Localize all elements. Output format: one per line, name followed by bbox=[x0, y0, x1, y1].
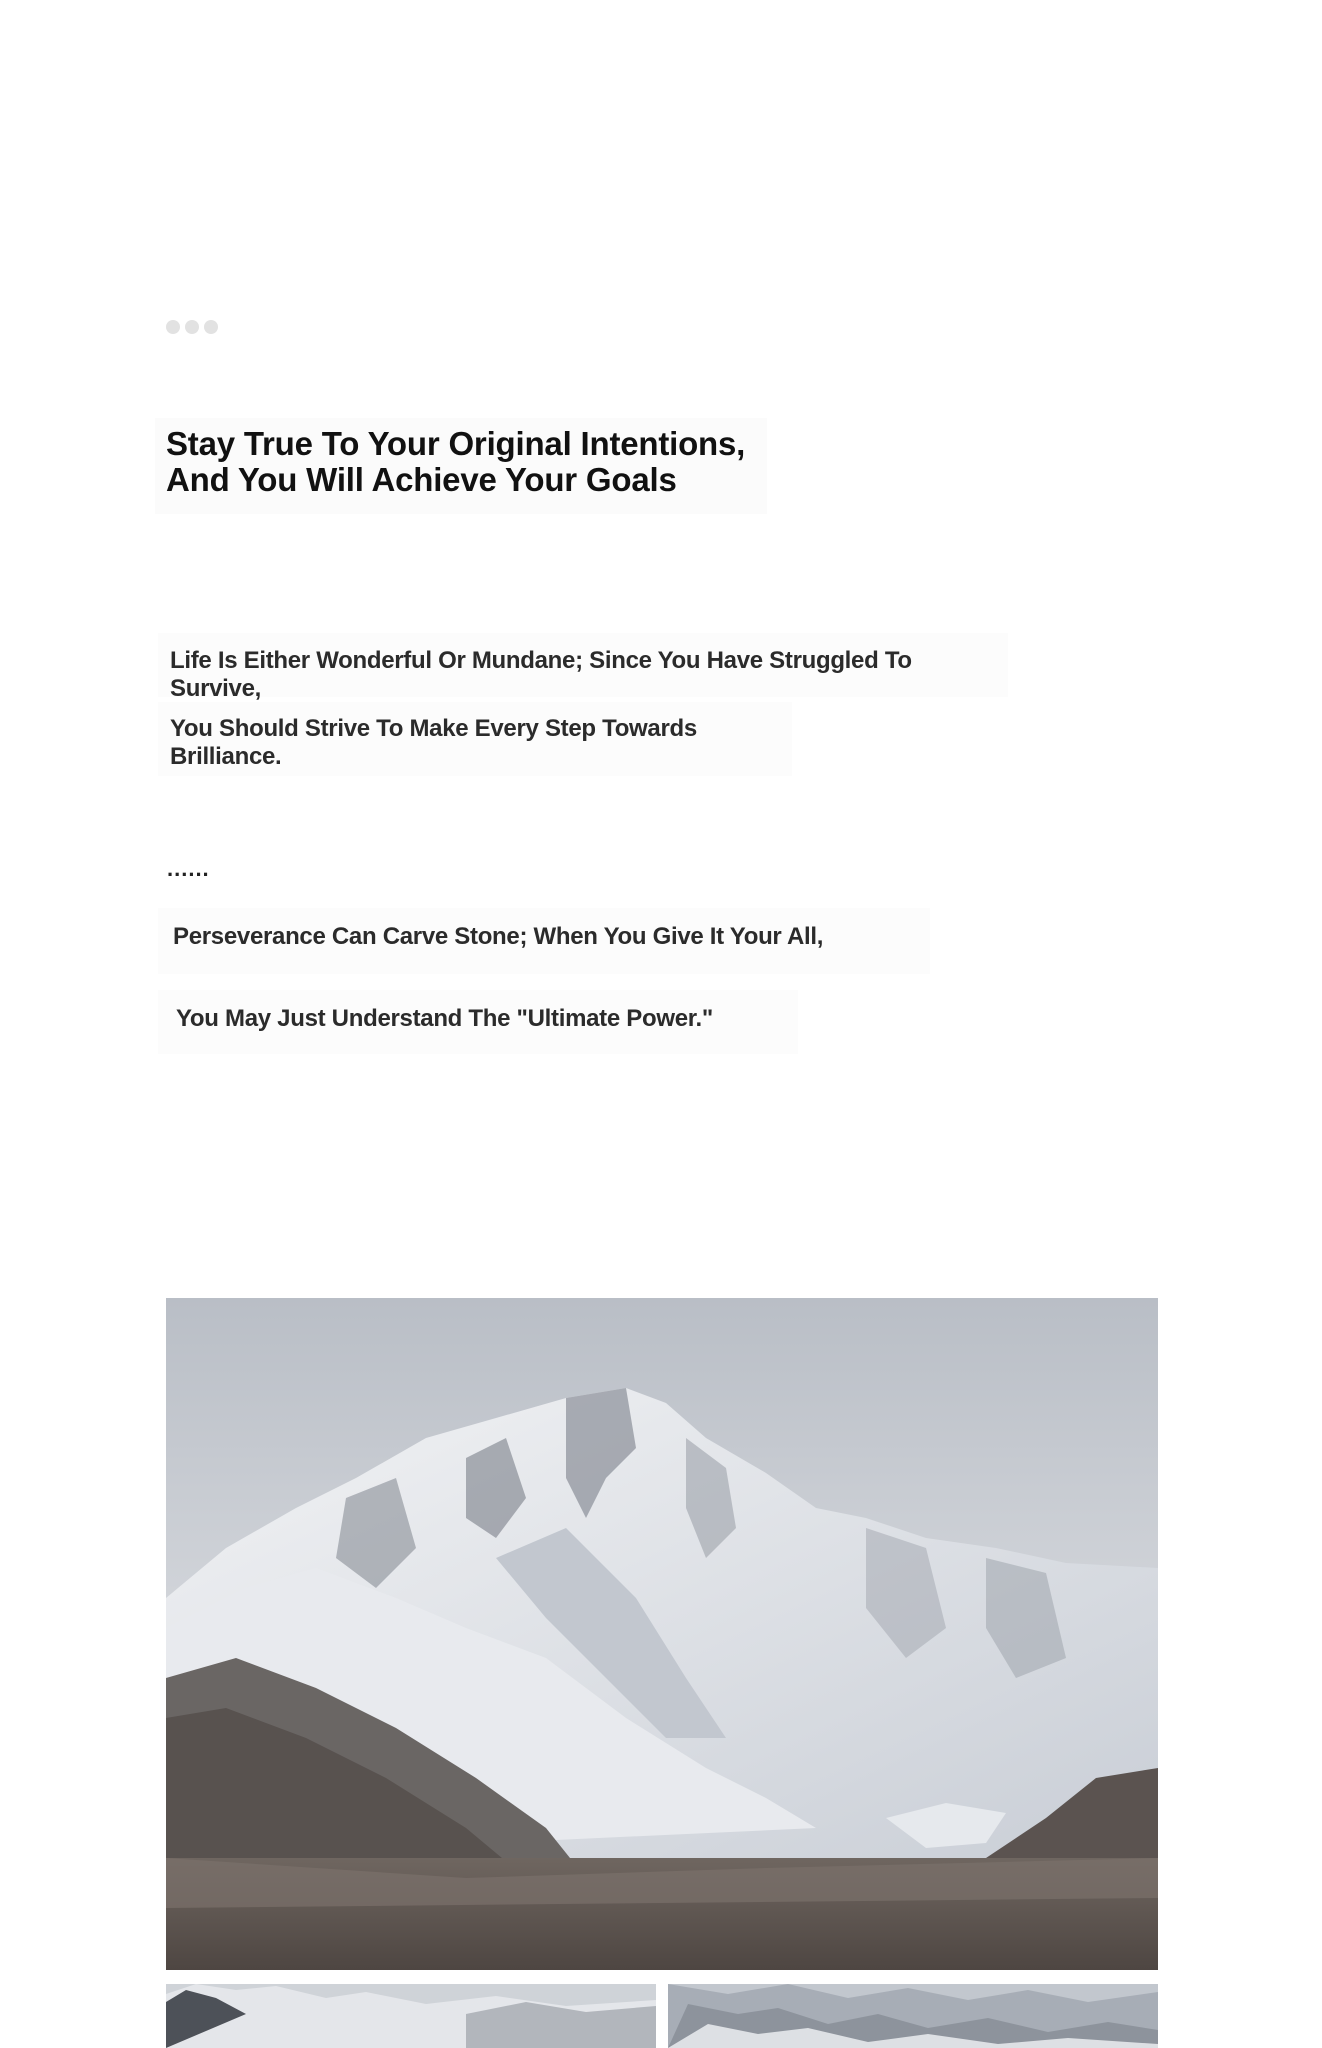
hero-mountain-image bbox=[166, 1298, 1158, 1970]
more-dots-icon[interactable] bbox=[166, 320, 218, 334]
paragraph-block bbox=[158, 990, 798, 1054]
misty-mountain-image bbox=[166, 1984, 656, 2048]
paragraph-text: Perseverance Can Carve Stone; When You Give It Your All, bbox=[173, 923, 824, 950]
dot-icon bbox=[185, 320, 199, 334]
paragraph-text: You Should Strive To Make Every Step Towards Brilliance. bbox=[170, 715, 697, 770]
paragraph-block bbox=[158, 702, 792, 776]
ellipsis-text: ...... bbox=[167, 856, 210, 881]
paragraph-text: Life Is Either Wonderful Or Mundane; Since You Have Struggled To Survive, bbox=[170, 647, 912, 702]
paragraph-text: You May Just Understand The "Ultimate Power." bbox=[176, 1005, 713, 1032]
paragraph-block bbox=[158, 908, 930, 974]
title-block bbox=[155, 418, 767, 514]
glacier-ice-image bbox=[668, 1984, 1158, 2048]
page-title: Stay True To Your Original Intentions, And You Will Achieve Your Goals bbox=[166, 425, 746, 498]
dot-icon bbox=[204, 320, 218, 334]
dot-icon bbox=[166, 320, 180, 334]
paragraph-block bbox=[158, 633, 1008, 702]
